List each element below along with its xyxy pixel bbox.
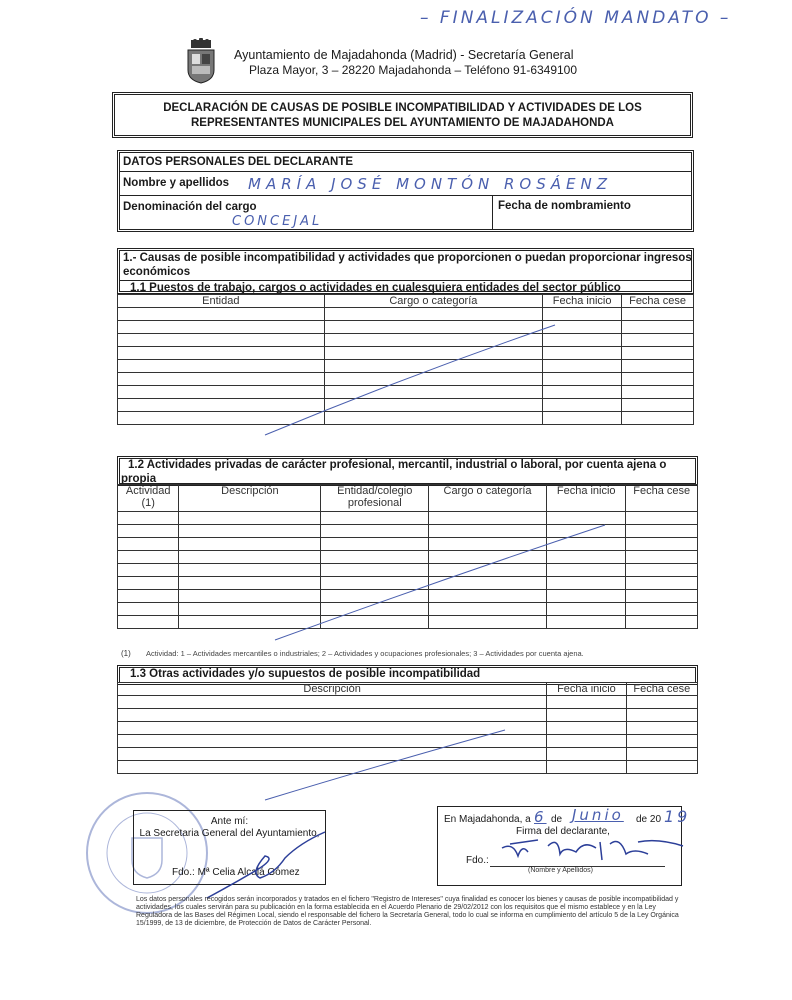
column-entidad-colegio: Entidad/colegio profesional [321, 485, 429, 512]
strike-line-3 [260, 725, 510, 805]
date-de-2: de 20 [636, 814, 662, 825]
strike-line-2 [270, 520, 610, 645]
personal-data-heading: DATOS PERSONALES DEL DECLARANTE [123, 156, 354, 168]
column-fecha-cese: Fecha cese [622, 295, 694, 308]
table-header-row [118, 683, 698, 696]
position-value[interactable]: CONCEJAL [232, 214, 323, 229]
header-line-1: Ayuntamiento de Majadahonda (Madrid) - Secretaría General [234, 48, 574, 62]
column-cargo: Cargo o categoría [324, 295, 543, 308]
section-3-heading: 1.3 Otras actividades y/o supuestos de posible incompatibilidad [130, 668, 481, 680]
table-row[interactable] [118, 308, 694, 321]
secretary-title: La Secretaria General del Ayuntamiento, [139, 828, 320, 839]
handwritten-annotation: – FINALIZACIÓN MANDATO – [420, 8, 732, 28]
title-box [112, 92, 693, 138]
column-fecha-cese: Fecha cese [626, 683, 697, 696]
table-header-row [118, 295, 694, 308]
secretary-name: Fdo.: Mª Celia Alcalá Gómez [172, 867, 300, 878]
section-1-heading-1: 1.- Causas de posible incompatibilidad y actividades que proporcionen o puedan proporcionar ingresos [123, 252, 692, 264]
column-entidad: Entidad [118, 295, 325, 308]
column-fecha-inicio: Fecha inicio [543, 295, 622, 308]
header-line-2: Plaza Mayor, 3 – 28220 Majadahonda – Teléfono 91-6349100 [249, 63, 578, 77]
legal-notice: Los datos personales recogidos serán incorporados y tratados en el fichero "Registro de Intereses" cuya finalidad es conocer los bienes y causas de posible incompatibilidad y actividades, los cuales servirán para su publicación en la forma establecida en el Acuerdo Plenario de 29/02/2012 con los requisitos que el mismo establece y en la Ley Reguladora de las Bases del Régimen Local, siendo el responsable del fichero la Secretaría General, todo lo cual se informa en cumplimiento del artículo 5 de la Ley Orgánica 15/1999, de 13 de diciembre, de Protección de Datos de Carácter Personal. [136, 896, 679, 927]
section-2-heading-2: propia [121, 473, 157, 485]
column-descripcion: Descripción [179, 485, 321, 512]
column-fecha-inicio: Fecha inicio [546, 485, 626, 512]
place-label: En Majadahonda, a [444, 814, 531, 825]
section-1-heading-2: económicos [123, 266, 191, 278]
date-month[interactable]: Junio [572, 806, 624, 824]
table-row[interactable] [118, 696, 698, 709]
footnote-mark: (1) [121, 649, 131, 658]
date-year[interactable]: 19 [664, 807, 691, 826]
coat-of-arms-logo [184, 38, 218, 84]
column-actividad: Actividad (1) [118, 485, 179, 512]
column-fecha-inicio: Fecha inicio [547, 683, 626, 696]
column-fecha-cese: Fecha cese [626, 485, 698, 512]
footnote-text: Actividad: 1 – Actividades mercantiles o industriales; 2 – Actividades y ocupaciones profesionales; 3 – Actividades por cuenta ajena. [146, 649, 584, 658]
name-hint: (Nombre y Apellidos) [528, 867, 593, 874]
title-line-2: REPRESENTANTES MUNICIPALES DEL AYUNTAMIENTO DE MAJADAHONDA [191, 117, 614, 129]
declarant-signature[interactable] [498, 834, 688, 870]
column-descripcion: Descripción [118, 683, 547, 696]
fdo-label: Fdo.: [466, 855, 489, 866]
name-label: Nombre y apellidos [123, 177, 230, 189]
name-value[interactable]: MARÍA JOSÉ MONTÓN ROSÁENZ [248, 175, 612, 193]
title-line-1: DECLARACIÓN DE CAUSAS DE POSIBLE INCOMPATIBILIDAD Y ACTIVIDADES DE LOS [163, 102, 642, 114]
section-2-heading-1: 1.2 Actividades privadas de carácter profesional, mercantil, industrial o laboral, por cuenta ajena o [128, 459, 667, 471]
declarant-signature-label: Firma del declarante, [516, 826, 610, 837]
position-label: Denominación del cargo [123, 201, 257, 213]
appointment-date-label: Fecha de nombramiento [498, 200, 631, 212]
column-cargo: Cargo o categoría [429, 485, 547, 512]
date-de-1: de [551, 814, 563, 825]
table-row[interactable] [118, 709, 698, 722]
strike-line-1 [260, 320, 560, 440]
section-1-1-heading: 1.1 Puestos de trabajo, cargos o actividades en cualesquiera entidades del sector público [130, 282, 621, 294]
date-day[interactable]: 6 [534, 808, 547, 826]
ante-mi: Ante mí: [210, 816, 249, 827]
table-header-row [118, 485, 698, 512]
